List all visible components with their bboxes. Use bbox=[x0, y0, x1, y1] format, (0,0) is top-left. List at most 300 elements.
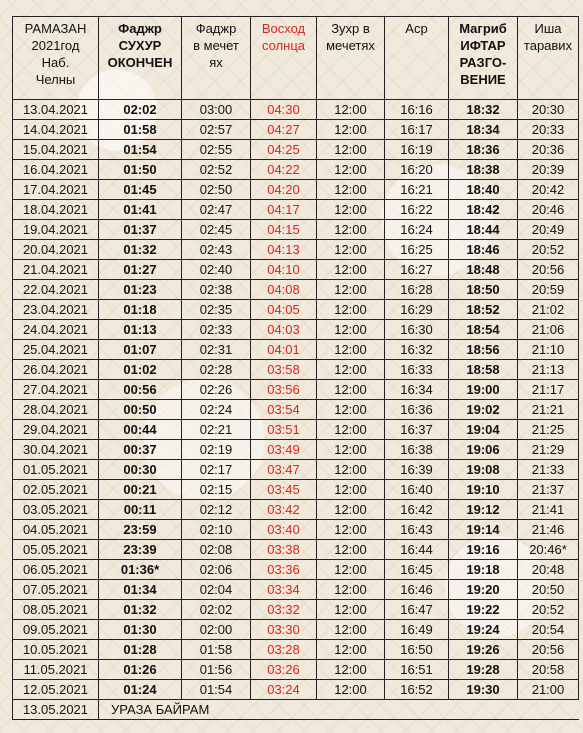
cell-fajr-mosque: 02:52 bbox=[182, 160, 251, 180]
cell-isha-taraweeh: 20:39 bbox=[518, 160, 579, 180]
cell-asr: 16:21 bbox=[385, 180, 449, 200]
cell-isha-taraweeh: 21:37 bbox=[518, 480, 579, 500]
cell-isha-taraweeh: 20:46* bbox=[518, 540, 579, 560]
cell-maghrib-iftar: 18:48 bbox=[449, 260, 518, 280]
cell-asr: 16:22 bbox=[385, 200, 449, 220]
cell-maghrib-iftar: 19:00 bbox=[449, 380, 518, 400]
cell-maghrib-iftar: 18:44 bbox=[449, 220, 518, 240]
table-row bbox=[13, 280, 579, 300]
cell-suhur-end: 01:24 bbox=[99, 680, 182, 700]
header-line: Зухр в bbox=[331, 21, 370, 36]
header-line: ИФТАР bbox=[460, 38, 506, 53]
cell-maghrib-iftar: 18:34 bbox=[449, 120, 518, 140]
table-row bbox=[13, 500, 579, 520]
cell-date: 29.04.2021 bbox=[13, 420, 99, 440]
cell-fajr-mosque: 02:43 bbox=[182, 240, 251, 260]
table-row bbox=[13, 480, 579, 500]
cell-empty bbox=[385, 700, 449, 720]
cell-suhur-end: 01:37 bbox=[99, 220, 182, 240]
cell-asr: 16:29 bbox=[385, 300, 449, 320]
cell-asr: 16:40 bbox=[385, 480, 449, 500]
cell-maghrib-iftar: 19:22 bbox=[449, 600, 518, 620]
cell-date: 03.05.2021 bbox=[13, 500, 99, 520]
cell-asr: 16:25 bbox=[385, 240, 449, 260]
cell-zuhr: 12:00 bbox=[317, 300, 385, 320]
cell-isha-taraweeh: 20:48 bbox=[518, 560, 579, 580]
cell-date: 14.04.2021 bbox=[13, 120, 99, 140]
cell-suhur-end: 01:45 bbox=[99, 180, 182, 200]
cell-isha-taraweeh: 21:25 bbox=[518, 420, 579, 440]
cell-suhur-end: 23:59 bbox=[99, 520, 182, 540]
cell-date: 13.04.2021 bbox=[13, 100, 99, 120]
cell-maghrib-iftar: 19:06 bbox=[449, 440, 518, 460]
table-row bbox=[13, 260, 579, 280]
cell-maghrib-iftar: 19:28 bbox=[449, 660, 518, 680]
cell-sunrise: 03:54 bbox=[251, 400, 317, 420]
cell-zuhr: 12:00 bbox=[317, 140, 385, 160]
cell-isha-taraweeh: 21:29 bbox=[518, 440, 579, 460]
cell-sunrise: 04:13 bbox=[251, 240, 317, 260]
cell-fajr-mosque: 01:56 bbox=[182, 660, 251, 680]
header-line: Иша bbox=[534, 21, 562, 36]
cell-sunrise: 04:27 bbox=[251, 120, 317, 140]
cell-isha-taraweeh: 21:33 bbox=[518, 460, 579, 480]
cell-maghrib-iftar: 18:32 bbox=[449, 100, 518, 120]
cell-asr: 16:44 bbox=[385, 540, 449, 560]
cell-fajr-mosque: 02:28 bbox=[182, 360, 251, 380]
cell-asr: 16:17 bbox=[385, 120, 449, 140]
header-row bbox=[13, 17, 579, 100]
cell-asr: 16:45 bbox=[385, 560, 449, 580]
cell-asr: 16:27 bbox=[385, 260, 449, 280]
cell-asr: 16:20 bbox=[385, 160, 449, 180]
cell-asr: 16:32 bbox=[385, 340, 449, 360]
table-row bbox=[13, 440, 579, 460]
table-row bbox=[13, 240, 579, 260]
cell-suhur-end: 01:27 bbox=[99, 260, 182, 280]
cell-maghrib-iftar: 19:16 bbox=[449, 540, 518, 560]
cell-suhur-end: 01:07 bbox=[99, 340, 182, 360]
cell-maghrib-iftar: 18:56 bbox=[449, 340, 518, 360]
cell-fajr-mosque: 02:00 bbox=[182, 620, 251, 640]
cell-isha-taraweeh: 21:21 bbox=[518, 400, 579, 420]
cell-maghrib-iftar: 18:50 bbox=[449, 280, 518, 300]
header-isha bbox=[518, 17, 579, 100]
cell-maghrib-iftar: 18:40 bbox=[449, 180, 518, 200]
cell-fajr-mosque: 02:50 bbox=[182, 180, 251, 200]
cell-sunrise: 03:56 bbox=[251, 380, 317, 400]
cell-maghrib-iftar: 18:38 bbox=[449, 160, 518, 180]
cell-suhur-end: 00:50 bbox=[99, 400, 182, 420]
cell-suhur-end: 00:37 bbox=[99, 440, 182, 460]
eid-note: УРАЗА БАЙРАМ bbox=[99, 700, 317, 720]
cell-maghrib-iftar: 18:36 bbox=[449, 140, 518, 160]
header-asr bbox=[385, 17, 449, 100]
table-row bbox=[13, 180, 579, 200]
cell-sunrise: 03:49 bbox=[251, 440, 317, 460]
cell-fajr-mosque: 02:33 bbox=[182, 320, 251, 340]
cell-zuhr: 12:00 bbox=[317, 280, 385, 300]
cell-date: 07.05.2021 bbox=[13, 580, 99, 600]
cell-date: 17.04.2021 bbox=[13, 180, 99, 200]
cell-isha-taraweeh: 20:56 bbox=[518, 260, 579, 280]
header-line: Магриб bbox=[459, 21, 507, 36]
table-row bbox=[13, 140, 579, 160]
cell-suhur-end: 01:41 bbox=[99, 200, 182, 220]
cell-fajr-mosque: 02:06 bbox=[182, 560, 251, 580]
cell-fajr-mosque: 02:17 bbox=[182, 460, 251, 480]
cell-suhur-end: 01:26 bbox=[99, 660, 182, 680]
cell-fajr-mosque: 02:47 bbox=[182, 200, 251, 220]
cell-fajr-mosque: 03:00 bbox=[182, 100, 251, 120]
table-row bbox=[13, 560, 579, 580]
table-row bbox=[13, 620, 579, 640]
cell-date: 18.04.2021 bbox=[13, 200, 99, 220]
cell-maghrib-iftar: 19:08 bbox=[449, 460, 518, 480]
cell-suhur-end: 00:56 bbox=[99, 380, 182, 400]
table-row bbox=[13, 540, 579, 560]
cell-isha-taraweeh: 20:56 bbox=[518, 640, 579, 660]
cell-isha-taraweeh: 20:46 bbox=[518, 200, 579, 220]
cell-fajr-mosque: 01:54 bbox=[182, 680, 251, 700]
cell-sunrise: 04:10 bbox=[251, 260, 317, 280]
cell-asr: 16:28 bbox=[385, 280, 449, 300]
cell-sunrise: 03:30 bbox=[251, 620, 317, 640]
cell-maghrib-iftar: 19:10 bbox=[449, 480, 518, 500]
header-line: 2021год bbox=[31, 38, 80, 53]
cell-maghrib-iftar: 19:12 bbox=[449, 500, 518, 520]
cell-suhur-end: 01:32 bbox=[99, 240, 182, 260]
cell-sunrise: 03:58 bbox=[251, 360, 317, 380]
cell-zuhr: 12:00 bbox=[317, 160, 385, 180]
cell-fajr-mosque: 02:15 bbox=[182, 480, 251, 500]
cell-suhur-end: 00:44 bbox=[99, 420, 182, 440]
cell-sunrise: 03:38 bbox=[251, 540, 317, 560]
cell-date: 21.04.2021 bbox=[13, 260, 99, 280]
table-row bbox=[13, 400, 579, 420]
table-row bbox=[13, 200, 579, 220]
cell-date: 10.05.2021 bbox=[13, 640, 99, 660]
cell-isha-taraweeh: 21:46 bbox=[518, 520, 579, 540]
header-line: Наб. bbox=[41, 55, 70, 70]
cell-date: 01.05.2021 bbox=[13, 460, 99, 480]
cell-fajr-mosque: 02:40 bbox=[182, 260, 251, 280]
cell-fajr-mosque: 02:04 bbox=[182, 580, 251, 600]
cell-maghrib-iftar: 19:18 bbox=[449, 560, 518, 580]
header-zuhr bbox=[317, 17, 385, 100]
cell-date: 16.04.2021 bbox=[13, 160, 99, 180]
cell-maghrib-iftar: 19:14 bbox=[449, 520, 518, 540]
cell-isha-taraweeh: 21:13 bbox=[518, 360, 579, 380]
cell-sunrise: 03:40 bbox=[251, 520, 317, 540]
cell-isha-taraweeh: 20:49 bbox=[518, 220, 579, 240]
cell-isha-taraweeh: 20:52 bbox=[518, 240, 579, 260]
cell-date: 04.05.2021 bbox=[13, 520, 99, 540]
cell-date: 08.05.2021 bbox=[13, 600, 99, 620]
cell-date: 28.04.2021 bbox=[13, 400, 99, 420]
cell-sunrise: 04:17 bbox=[251, 200, 317, 220]
cell-sunrise: 03:32 bbox=[251, 600, 317, 620]
table-row bbox=[13, 580, 579, 600]
cell-asr: 16:51 bbox=[385, 660, 449, 680]
cell-fajr-mosque: 02:35 bbox=[182, 300, 251, 320]
cell-sunrise: 04:03 bbox=[251, 320, 317, 340]
cell-sunrise: 04:05 bbox=[251, 300, 317, 320]
cell-suhur-end: 01:50 bbox=[99, 160, 182, 180]
cell-sunrise: 03:36 bbox=[251, 560, 317, 580]
cell-sunrise: 04:30 bbox=[251, 100, 317, 120]
cell-date: 02.05.2021 bbox=[13, 480, 99, 500]
cell-suhur-end: 01:02 bbox=[99, 360, 182, 380]
cell-isha-taraweeh: 20:36 bbox=[518, 140, 579, 160]
cell-isha-taraweeh: 20:52 bbox=[518, 600, 579, 620]
table-row bbox=[13, 160, 579, 180]
cell-suhur-end: 02:02 bbox=[99, 100, 182, 120]
cell-asr: 16:33 bbox=[385, 360, 449, 380]
header-line: в мечет bbox=[193, 38, 239, 53]
cell-maghrib-iftar: 18:54 bbox=[449, 320, 518, 340]
cell-suhur-end: 01:58 bbox=[99, 120, 182, 140]
table-row bbox=[13, 420, 579, 440]
table-row bbox=[13, 320, 579, 340]
header-line: Восход bbox=[261, 21, 306, 36]
cell-asr: 16:43 bbox=[385, 520, 449, 540]
cell-isha-taraweeh: 20:58 bbox=[518, 660, 579, 680]
table-row bbox=[13, 680, 579, 700]
cell-isha-taraweeh: 21:10 bbox=[518, 340, 579, 360]
cell-sunrise: 03:26 bbox=[251, 660, 317, 680]
cell-maghrib-iftar: 18:52 bbox=[449, 300, 518, 320]
cell-zuhr: 12:00 bbox=[317, 240, 385, 260]
cell-zuhr: 12:00 bbox=[317, 460, 385, 480]
cell-suhur-end: 01:34 bbox=[99, 580, 182, 600]
cell-suhur-end: 01:54 bbox=[99, 140, 182, 160]
cell-sunrise: 04:01 bbox=[251, 340, 317, 360]
table-row bbox=[13, 340, 579, 360]
cell-maghrib-iftar: 19:02 bbox=[449, 400, 518, 420]
cell-sunrise: 04:20 bbox=[251, 180, 317, 200]
cell-maghrib-iftar: 18:42 bbox=[449, 200, 518, 220]
cell-sunrise: 04:25 bbox=[251, 140, 317, 160]
cell-asr: 16:42 bbox=[385, 500, 449, 520]
header-fajr-mosque bbox=[182, 17, 251, 100]
table-row bbox=[13, 120, 579, 140]
cell-zuhr: 12:00 bbox=[317, 220, 385, 240]
cell-isha-taraweeh: 20:33 bbox=[518, 120, 579, 140]
cell-sunrise: 04:08 bbox=[251, 280, 317, 300]
header-line: мечетях bbox=[326, 38, 375, 53]
cell-asr: 16:49 bbox=[385, 620, 449, 640]
cell-zuhr: 12:00 bbox=[317, 100, 385, 120]
cell-zuhr: 12:00 bbox=[317, 540, 385, 560]
cell-zuhr: 12:00 bbox=[317, 360, 385, 380]
table-row bbox=[13, 380, 579, 400]
cell-zuhr: 12:00 bbox=[317, 520, 385, 540]
cell-fajr-mosque: 02:02 bbox=[182, 600, 251, 620]
cell-isha-taraweeh: 20:42 bbox=[518, 180, 579, 200]
cell-zuhr: 12:00 bbox=[317, 260, 385, 280]
cell-empty bbox=[518, 700, 579, 720]
cell-sunrise: 03:42 bbox=[251, 500, 317, 520]
cell-asr: 16:37 bbox=[385, 420, 449, 440]
table-row bbox=[13, 220, 579, 240]
cell-date: 20.04.2021 bbox=[13, 240, 99, 260]
cell-asr: 16:34 bbox=[385, 380, 449, 400]
cell-empty bbox=[449, 700, 518, 720]
cell-maghrib-iftar: 19:30 bbox=[449, 680, 518, 700]
cell-date: 22.04.2021 bbox=[13, 280, 99, 300]
cell-sunrise: 03:51 bbox=[251, 420, 317, 440]
cell-fajr-mosque: 02:26 bbox=[182, 380, 251, 400]
cell-date: 09.05.2021 bbox=[13, 620, 99, 640]
cell-zuhr: 12:00 bbox=[317, 200, 385, 220]
cell-isha-taraweeh: 20:54 bbox=[518, 620, 579, 640]
cell-zuhr: 12:00 bbox=[317, 320, 385, 340]
cell-isha-taraweeh: 20:59 bbox=[518, 280, 579, 300]
header-maghrib bbox=[449, 17, 518, 100]
cell-zuhr: 12:00 bbox=[317, 480, 385, 500]
table-row bbox=[13, 660, 579, 680]
table-row bbox=[13, 600, 579, 620]
cell-asr: 16:38 bbox=[385, 440, 449, 460]
header-line: РАЗГО- bbox=[459, 55, 507, 70]
cell-maghrib-iftar: 19:20 bbox=[449, 580, 518, 600]
cell-suhur-end: 01:32 bbox=[99, 600, 182, 620]
cell-zuhr: 12:00 bbox=[317, 380, 385, 400]
table-row bbox=[13, 520, 579, 540]
cell-fajr-mosque: 02:24 bbox=[182, 400, 251, 420]
cell-asr: 16:46 bbox=[385, 580, 449, 600]
cell-zuhr: 12:00 bbox=[317, 180, 385, 200]
cell-fajr-mosque: 02:10 bbox=[182, 520, 251, 540]
header-line: Фаджр bbox=[118, 21, 162, 36]
cell-fajr-mosque: 02:31 bbox=[182, 340, 251, 360]
cell-maghrib-iftar: 19:24 bbox=[449, 620, 518, 640]
cell-zuhr: 12:00 bbox=[317, 500, 385, 520]
cell-date: 12.05.2021 bbox=[13, 680, 99, 700]
cell-isha-taraweeh: 21:17 bbox=[518, 380, 579, 400]
cell-date: 11.05.2021 bbox=[13, 660, 99, 680]
cell-sunrise: 03:34 bbox=[251, 580, 317, 600]
cell-empty bbox=[317, 700, 385, 720]
cell-maghrib-iftar: 19:04 bbox=[449, 420, 518, 440]
cell-fajr-mosque: 02:12 bbox=[182, 500, 251, 520]
cell-asr: 16:36 bbox=[385, 400, 449, 420]
header-line: Аср bbox=[405, 21, 428, 36]
cell-fajr-mosque: 01:58 bbox=[182, 640, 251, 660]
cell-isha-taraweeh: 21:02 bbox=[518, 300, 579, 320]
cell-suhur-end: 01:18 bbox=[99, 300, 182, 320]
cell-isha-taraweeh: 20:50 bbox=[518, 580, 579, 600]
cell-asr: 16:50 bbox=[385, 640, 449, 660]
cell-date: 27.04.2021 bbox=[13, 380, 99, 400]
cell-suhur-end: 01:23 bbox=[99, 280, 182, 300]
cell-zuhr: 12:00 bbox=[317, 600, 385, 620]
cell-asr: 16:16 bbox=[385, 100, 449, 120]
cell-isha-taraweeh: 21:41 bbox=[518, 500, 579, 520]
cell-fajr-mosque: 02:08 bbox=[182, 540, 251, 560]
cell-fajr-mosque: 02:19 bbox=[182, 440, 251, 460]
cell-date: 13.05.2021 bbox=[13, 700, 99, 720]
cell-date: 06.05.2021 bbox=[13, 560, 99, 580]
header-date bbox=[13, 17, 99, 100]
cell-sunrise: 03:28 bbox=[251, 640, 317, 660]
cell-date: 26.04.2021 bbox=[13, 360, 99, 380]
cell-date: 19.04.2021 bbox=[13, 220, 99, 240]
header-line: ОКОНЧЕН bbox=[107, 55, 173, 70]
cell-zuhr: 12:00 bbox=[317, 660, 385, 680]
cell-isha-taraweeh: 21:00 bbox=[518, 680, 579, 700]
header-sunrise bbox=[251, 17, 317, 100]
cell-asr: 16:47 bbox=[385, 600, 449, 620]
eid-row bbox=[13, 700, 579, 720]
header-line: Фаджр bbox=[195, 21, 237, 36]
cell-suhur-end: 01:28 bbox=[99, 640, 182, 660]
cell-maghrib-iftar: 18:58 bbox=[449, 360, 518, 380]
cell-isha-taraweeh: 21:06 bbox=[518, 320, 579, 340]
cell-zuhr: 12:00 bbox=[317, 580, 385, 600]
cell-fajr-mosque: 02:55 bbox=[182, 140, 251, 160]
header-line: ях bbox=[209, 55, 223, 70]
cell-date: 23.04.2021 bbox=[13, 300, 99, 320]
cell-date: 30.04.2021 bbox=[13, 440, 99, 460]
cell-date: 05.05.2021 bbox=[13, 540, 99, 560]
cell-maghrib-iftar: 19:26 bbox=[449, 640, 518, 660]
cell-isha-taraweeh: 20:30 bbox=[518, 100, 579, 120]
header-line: солнца bbox=[261, 38, 306, 53]
cell-suhur-end: 23:39 bbox=[99, 540, 182, 560]
cell-zuhr: 12:00 bbox=[317, 440, 385, 460]
cell-asr: 16:52 bbox=[385, 680, 449, 700]
cell-suhur-end: 01:30 bbox=[99, 620, 182, 640]
ramadan-schedule-table bbox=[12, 16, 579, 720]
cell-sunrise: 03:24 bbox=[251, 680, 317, 700]
cell-zuhr: 12:00 bbox=[317, 420, 385, 440]
cell-suhur-end: 00:21 bbox=[99, 480, 182, 500]
cell-date: 25.04.2021 bbox=[13, 340, 99, 360]
cell-sunrise: 03:45 bbox=[251, 480, 317, 500]
cell-zuhr: 12:00 bbox=[317, 640, 385, 660]
schedule-body bbox=[13, 100, 579, 720]
header-line: таравих bbox=[523, 38, 573, 53]
cell-suhur-end: 01:13 bbox=[99, 320, 182, 340]
cell-fajr-mosque: 02:45 bbox=[182, 220, 251, 240]
cell-zuhr: 12:00 bbox=[317, 560, 385, 580]
table-row bbox=[13, 300, 579, 320]
cell-zuhr: 12:00 bbox=[317, 400, 385, 420]
cell-fajr-mosque: 02:21 bbox=[182, 420, 251, 440]
cell-zuhr: 12:00 bbox=[317, 680, 385, 700]
header-line: РАМАЗАН bbox=[24, 21, 87, 36]
table-row bbox=[13, 460, 579, 480]
cell-date: 24.04.2021 bbox=[13, 320, 99, 340]
cell-asr: 16:24 bbox=[385, 220, 449, 240]
cell-fajr-mosque: 02:57 bbox=[182, 120, 251, 140]
cell-date: 15.04.2021 bbox=[13, 140, 99, 160]
table-row bbox=[13, 360, 579, 380]
cell-sunrise: 03:47 bbox=[251, 460, 317, 480]
cell-sunrise: 04:22 bbox=[251, 160, 317, 180]
header-fajr-suhur bbox=[99, 17, 182, 100]
cell-suhur-end: 00:11 bbox=[99, 500, 182, 520]
cell-sunrise: 04:15 bbox=[251, 220, 317, 240]
cell-asr: 16:30 bbox=[385, 320, 449, 340]
cell-suhur-end: 01:36* bbox=[99, 560, 182, 580]
cell-zuhr: 12:00 bbox=[317, 340, 385, 360]
cell-zuhr: 12:00 bbox=[317, 120, 385, 140]
cell-asr: 16:19 bbox=[385, 140, 449, 160]
header-line: СУХУР bbox=[118, 38, 162, 53]
